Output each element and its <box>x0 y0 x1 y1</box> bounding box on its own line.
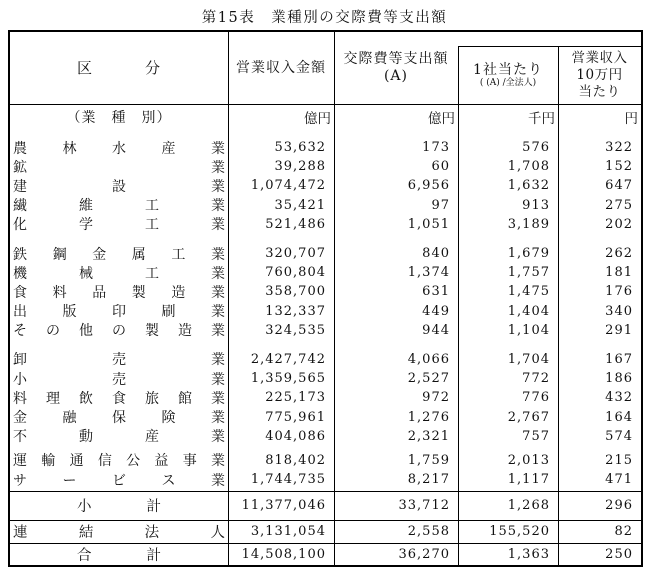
label-char: 小 <box>13 371 27 388</box>
label-char: 売 <box>112 371 126 388</box>
value-cell: 1,117 <box>507 472 550 488</box>
label-char: 農 <box>13 140 27 157</box>
label-char: 繊 <box>13 198 27 215</box>
label-char: 業 <box>211 410 225 427</box>
row-label <box>10 470 228 490</box>
label-char: 融 <box>62 410 77 427</box>
statistics-table <box>8 30 643 567</box>
label-char: 運 <box>13 453 27 470</box>
label-char: 化 <box>13 217 27 234</box>
industry-row <box>10 407 641 426</box>
value-cell: 2,527 <box>407 371 450 387</box>
row-label <box>10 320 228 340</box>
value-cell: 296 <box>605 498 633 513</box>
label-char: 通 <box>69 453 84 470</box>
label-char: 業 <box>211 371 225 388</box>
value-cell: 776 <box>522 390 550 406</box>
label-char: 料 <box>13 390 27 407</box>
row-label <box>10 450 228 470</box>
label-char: 食 <box>112 390 126 407</box>
header-per-revenue: 営業収入 10万円 当たり <box>571 49 628 100</box>
label-char: 業 <box>211 159 225 176</box>
value-cell: 164 <box>605 409 633 425</box>
row-label <box>10 369 228 389</box>
label-char: 益 <box>154 453 169 470</box>
row-label <box>10 214 228 234</box>
label-char: 不 <box>13 429 27 446</box>
value-cell: 1,708 <box>507 159 550 175</box>
label-char: 区 <box>77 58 94 77</box>
label-char: 理 <box>46 390 60 407</box>
label-char: 工 <box>171 246 186 263</box>
value-cell: 1,679 <box>507 246 550 262</box>
unit-cell: 千円 <box>528 111 555 127</box>
value-cell: 167 <box>605 351 633 367</box>
value-cell: 6,956 <box>407 178 450 194</box>
row-label <box>10 176 228 196</box>
value-cell: 176 <box>605 284 633 300</box>
label-char: 建 <box>13 178 27 195</box>
label-char: 業 <box>211 178 225 195</box>
row-label <box>10 157 228 177</box>
row-label <box>10 263 228 283</box>
value-cell: 840 <box>422 246 450 262</box>
value-cell: 1,104 <box>507 322 550 338</box>
header-kubun-label <box>77 60 161 77</box>
value-cell: 1,744,735 <box>250 472 326 488</box>
industry-group-label: （業 種 別） <box>66 110 172 126</box>
value-cell: 1,074,472 <box>250 178 326 194</box>
label-char: 品 <box>92 284 107 301</box>
label-char: そ <box>13 323 27 340</box>
industry-row <box>10 215 641 234</box>
unit-row <box>10 104 641 130</box>
row-label <box>10 495 228 516</box>
value-cell: 404,086 <box>265 428 326 444</box>
value-cell: 775,961 <box>265 409 326 425</box>
value-cell: 14,508,100 <box>241 546 326 562</box>
label-char: 連 <box>13 525 28 541</box>
label-char: 業 <box>211 304 225 321</box>
value-cell: 152 <box>605 159 633 175</box>
label-char: 金 <box>13 410 27 427</box>
row-label <box>10 138 228 158</box>
label-char: 業 <box>211 352 225 369</box>
unit-cell: 円 <box>624 111 638 127</box>
value-cell: 647 <box>605 178 633 194</box>
label-char: 保 <box>112 410 126 427</box>
value-cell: 202 <box>605 216 633 232</box>
consolidated-row <box>10 520 641 543</box>
label-char: 業 <box>211 429 225 446</box>
value-cell: 324,535 <box>265 322 326 338</box>
table-header <box>10 32 641 104</box>
label-char: 業 <box>211 217 225 234</box>
value-cell: 4,066 <box>407 351 450 367</box>
value-cell: 2,321 <box>407 428 450 444</box>
value-cell: 1,051 <box>407 216 450 232</box>
label-char: 造 <box>178 323 192 340</box>
value-cell: 132,337 <box>265 303 326 319</box>
row-label <box>10 544 228 565</box>
value-cell: 322 <box>605 140 633 156</box>
value-cell: 186 <box>605 371 633 387</box>
header-entertainment-expense: 交際費等支出額 (A) <box>343 51 449 84</box>
header-operating-revenue: 営業収入金額 <box>236 59 326 76</box>
row-label <box>10 426 228 446</box>
label-char: 学 <box>79 217 93 234</box>
label-char: 業 <box>211 323 225 340</box>
industry-row <box>10 157 641 176</box>
value-cell: 521,486 <box>265 216 326 232</box>
label-char: 械 <box>79 265 93 282</box>
grand-total-row <box>10 543 641 565</box>
row-label <box>10 301 228 321</box>
value-cell: 913 <box>522 197 550 213</box>
label-char: 刷 <box>161 304 176 321</box>
label-char: 業 <box>211 198 225 215</box>
value-cell: 11,377,046 <box>241 498 326 513</box>
label-char: サ <box>13 472 27 489</box>
label-char: 卸 <box>13 352 27 369</box>
table-body <box>10 104 641 491</box>
label-char: 他 <box>79 323 93 340</box>
label-char: 産 <box>161 140 176 157</box>
value-cell: 215 <box>605 452 633 468</box>
value-cell: 173 <box>422 140 450 156</box>
label-char: 造 <box>171 284 186 301</box>
industry-group <box>10 451 641 489</box>
value-cell: 631 <box>422 284 450 300</box>
value-cell: 432 <box>605 390 633 406</box>
value-cell: 772 <box>522 371 550 387</box>
industry-row <box>10 350 641 369</box>
label-char: 印 <box>112 304 126 321</box>
value-cell: 1,359,565 <box>250 371 326 387</box>
value-cell: 2,558 <box>407 524 450 539</box>
value-cell: 1,632 <box>507 178 550 194</box>
value-cell: 262 <box>605 246 633 262</box>
label-char: 業 <box>210 284 225 301</box>
label-char: 輸 <box>41 453 56 470</box>
label-char: ビ <box>112 472 126 489</box>
label-char: 林 <box>62 140 77 157</box>
industry-group <box>10 350 641 446</box>
industry-row <box>10 470 641 489</box>
label-char: 食 <box>13 284 27 301</box>
label-char: 鉄 <box>13 246 27 263</box>
industry-group <box>10 138 641 234</box>
label-char: 法 <box>144 525 160 541</box>
value-cell: 82 <box>614 524 633 539</box>
industry-group <box>10 244 641 340</box>
value-cell: 3,131,054 <box>250 524 326 539</box>
value-cell: 2,013 <box>507 452 550 468</box>
value-cell: 250 <box>605 546 633 562</box>
label-char: 飲 <box>79 390 93 407</box>
row-label <box>10 407 228 427</box>
value-cell: 1,268 <box>507 498 550 513</box>
industry-row <box>10 263 641 282</box>
industry-row <box>10 176 641 195</box>
value-cell: 1,475 <box>507 284 550 300</box>
value-cell: 340 <box>605 303 633 319</box>
label-char: 業 <box>211 472 225 489</box>
value-cell: 225,173 <box>265 390 326 406</box>
value-cell: 181 <box>605 265 633 281</box>
label-char: 業 <box>210 246 225 263</box>
value-cell: 155,520 <box>489 524 550 539</box>
industry-row <box>10 388 641 407</box>
industry-row <box>10 302 641 321</box>
label-char: 工 <box>145 217 159 234</box>
label-char: 旅 <box>145 390 159 407</box>
row-label <box>10 244 228 264</box>
label-char: 業 <box>210 453 225 470</box>
label-char: 鋼 <box>52 246 67 263</box>
label-char: 業 <box>211 390 225 407</box>
label-char: 売 <box>112 352 126 369</box>
label-char: 計 <box>146 499 161 515</box>
label-char: 信 <box>97 453 112 470</box>
value-cell: 1,704 <box>507 351 550 367</box>
value-cell: 760,804 <box>265 265 326 281</box>
page-title: 第15表 業種別の交際費等支出額 <box>201 10 448 26</box>
label-char: 属 <box>131 246 146 263</box>
industry-row <box>10 427 641 446</box>
industry-row <box>10 138 641 157</box>
label-char: 動 <box>79 429 93 446</box>
value-cell: 574 <box>605 428 633 444</box>
value-cell: 33,712 <box>398 498 450 513</box>
value-cell: 1,374 <box>407 265 450 281</box>
label-char: の <box>112 323 126 340</box>
industry-row <box>10 282 641 301</box>
label-char: 維 <box>79 198 93 215</box>
value-cell: 2,427,742 <box>250 351 326 367</box>
label-char: の <box>46 323 60 340</box>
label-char: 料 <box>52 284 67 301</box>
industry-row <box>10 196 641 215</box>
industry-row <box>10 369 641 388</box>
value-cell: 1,363 <box>507 546 550 562</box>
industry-row <box>10 451 641 470</box>
value-cell: 275 <box>605 197 633 213</box>
label-char: 分 <box>144 58 161 77</box>
header-right-section <box>458 32 641 104</box>
label-char: 産 <box>145 429 159 446</box>
row-label <box>10 349 228 369</box>
value-cell: 60 <box>431 159 450 175</box>
row-label <box>10 388 228 408</box>
label-char: 館 <box>178 390 192 407</box>
subtotal-row <box>10 491 641 520</box>
label-char: 水 <box>112 140 126 157</box>
value-cell: 1,404 <box>507 303 550 319</box>
label-char: ス <box>161 472 176 489</box>
label-char: 人 <box>210 525 225 541</box>
industry-row <box>10 321 641 340</box>
row-label <box>10 195 228 215</box>
header-kubun <box>10 32 228 104</box>
row-label <box>10 282 228 302</box>
value-cell: 291 <box>605 322 633 338</box>
label-char: 設 <box>112 178 126 195</box>
value-cell: 53,632 <box>274 140 326 156</box>
label-char: 険 <box>161 410 176 427</box>
label-char: 製 <box>145 323 159 340</box>
label-char: 機 <box>13 265 27 282</box>
label-char: 製 <box>131 284 146 301</box>
label-char: 業 <box>211 140 225 157</box>
value-cell: 39,288 <box>274 159 326 175</box>
value-cell: 3,189 <box>507 216 550 232</box>
value-cell: 8,217 <box>407 472 450 488</box>
value-cell: 2,767 <box>507 409 550 425</box>
row-label <box>10 521 228 542</box>
value-cell: 471 <box>605 472 633 488</box>
value-cell: 818,402 <box>265 452 326 468</box>
value-cell: 1,757 <box>507 265 550 281</box>
label-char: 事 <box>182 453 197 470</box>
value-cell: 757 <box>522 428 550 444</box>
label-char: 金 <box>92 246 107 263</box>
value-cell: 972 <box>422 390 450 406</box>
value-cell: 1,276 <box>407 409 450 425</box>
value-cell: 97 <box>431 197 450 213</box>
value-cell: 358,700 <box>265 284 326 300</box>
label-char: 結 <box>78 525 94 541</box>
unit-cell: 億円 <box>428 111 455 127</box>
label-char: 出 <box>13 304 27 321</box>
value-cell: 576 <box>522 140 550 156</box>
label-char: 工 <box>145 198 159 215</box>
industry-row <box>10 244 641 263</box>
label-char: 鉱 <box>13 159 27 176</box>
value-cell: 36,270 <box>398 546 450 562</box>
label-char: 工 <box>145 265 159 282</box>
label-char: 合 <box>77 547 92 564</box>
value-cell: 944 <box>422 322 450 338</box>
label-char: 公 <box>126 453 141 470</box>
per-company-formula: ( (A) /全法人) <box>479 77 537 88</box>
unit-cell: 億円 <box>304 111 331 127</box>
value-cell: 35,421 <box>274 197 326 213</box>
value-cell: 320,707 <box>265 246 326 262</box>
label-char: 小 <box>77 499 92 515</box>
label-char: ー <box>62 472 77 489</box>
header-per-company: 1社当たり ( (A) /全法人) <box>473 61 543 88</box>
value-cell: 1,759 <box>407 452 450 468</box>
value-cell: 449 <box>422 303 450 319</box>
label-char: 計 <box>146 547 161 564</box>
label-char: 版 <box>62 304 77 321</box>
label-char: 業 <box>211 265 225 282</box>
